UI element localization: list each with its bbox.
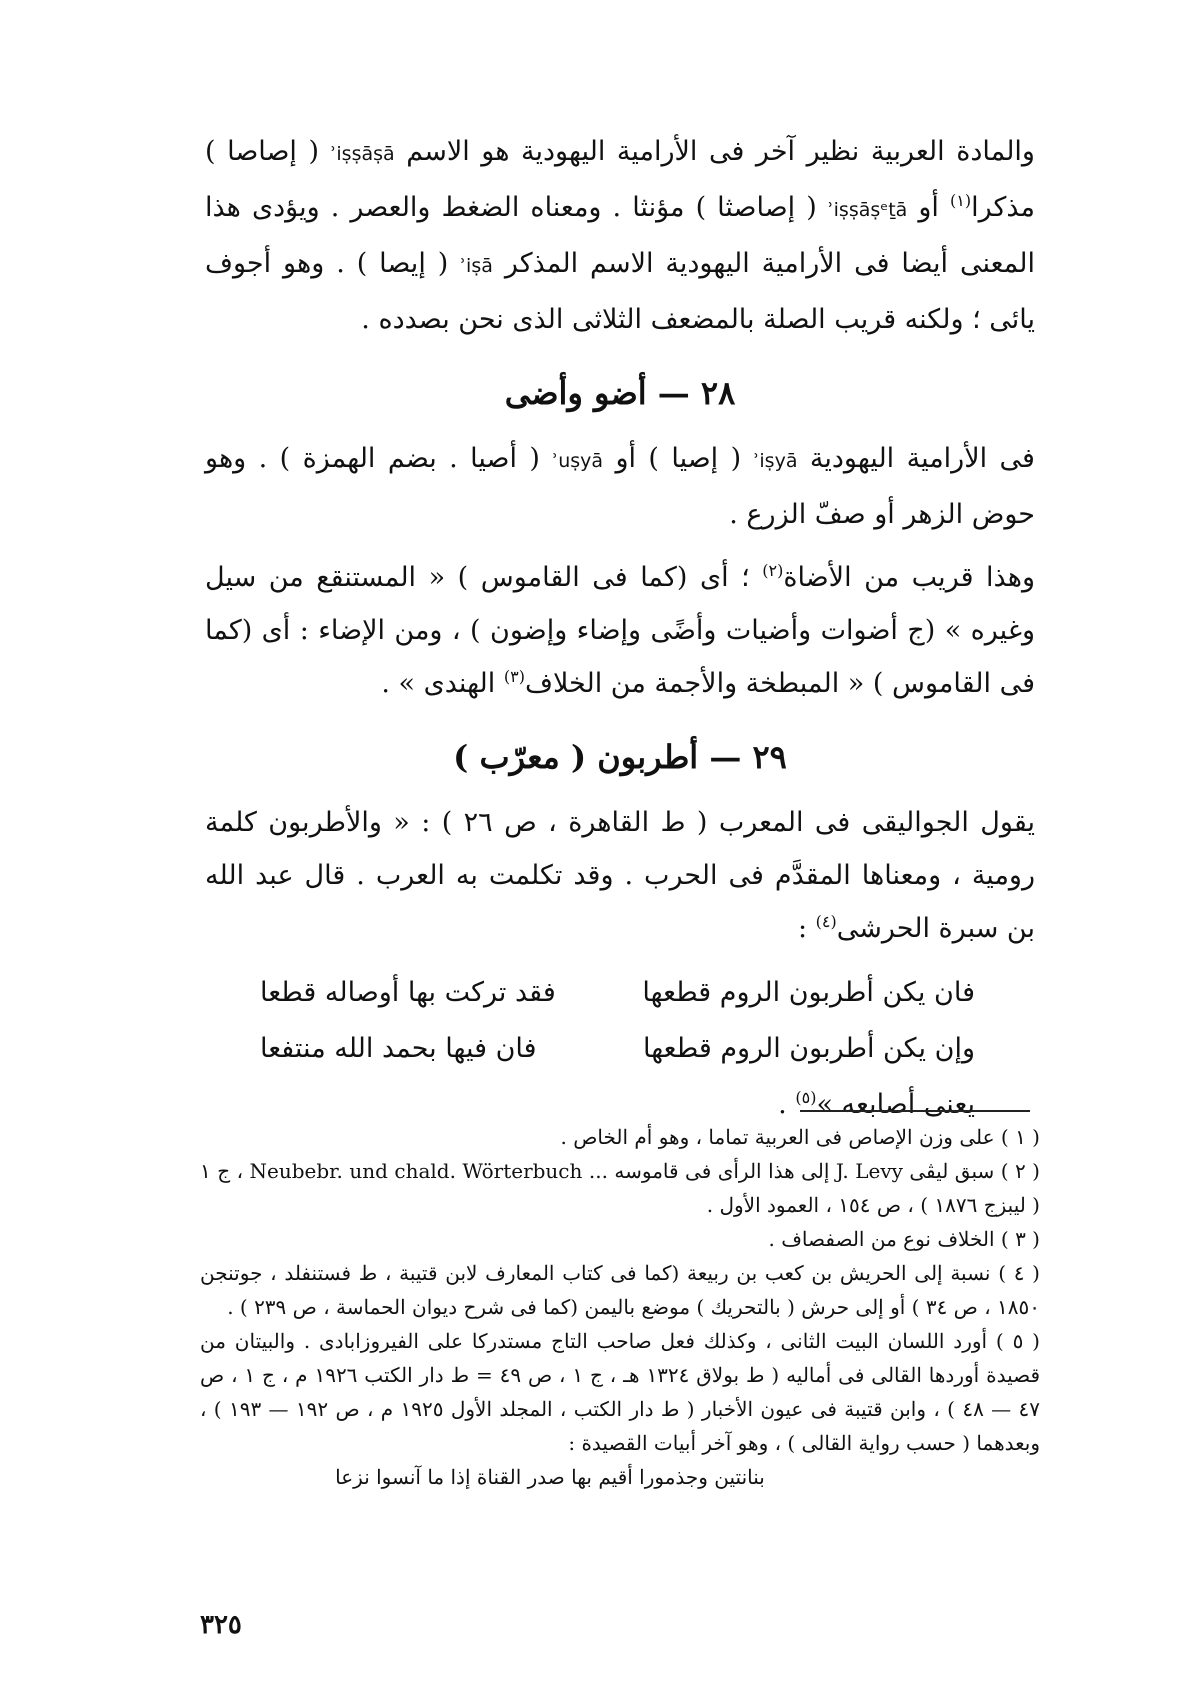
transliteration: ʾiṣṣāṣā	[330, 143, 395, 165]
footnote-2: ( ٢ ) سبق ليڤى J. Levy إلى هذا الرأى فى قاموسه ... Neubebr. und chald. Wörterbuch ، ج ١ ( ليبزج ١٨٧٦ ) ، ص ١٥٤ ، العمود الأول .	[200, 1159, 1040, 1217]
text: والمادة العربية نظير آخر فى الأرامية اليهودية هو الاسم	[406, 136, 1035, 167]
paragraph-3	[205, 551, 1035, 710]
transliteration: ʾiṣā	[460, 255, 493, 277]
hemistich-right: وإن يكن أطربون الروم قطعها	[643, 1033, 975, 1064]
hemistich-right: فان يكن أطربون الروم قطعها	[642, 977, 975, 1008]
footnote-ref: (٣)	[503, 667, 525, 686]
paragraph-1	[205, 125, 1035, 346]
page-number: ٣٢٥	[200, 1610, 242, 1640]
poem-verse	[205, 965, 1035, 1021]
footnote-verse: بنانتين وجذمورا أقيم بها صدر القناة إذا ما آنسوا نزعا	[335, 1465, 765, 1489]
footnote-3: ( ٣ ) الخلاف نوع من الصفصاف .	[768, 1227, 1040, 1251]
section-heading-28: ٢٨ — أضو وأضى	[504, 374, 736, 412]
footnote-ref: (٥)	[795, 1088, 817, 1107]
footnote-4: ( ٤ ) نسبة إلى الحريش بن كعب بن ربيعة (كما فى كتاب المعارف لابن قتيبة ، ط فستنفلد ، جوتنجن ١٨٥٠ ، ص ٣٤ ) أو إلى حرش ( بالتحريك ) موضع باليمن (كما فى شرح ديوان الحماسة ، ص ٢٣٩ ) .	[200, 1261, 1040, 1319]
footnote-5: ( ٥ ) أورد اللسان البيت الثانى ، وكذلك فعل صاحب التاج مستدركا على الفيروزابادى . والبيتان من قصيدة أوردها القالى فى أماليه ( ط بولاق ١٣٢٤ هـ ، ج ١ ، ص ٤٩ = ط دار الكتب ١٩٢٦ م ، ج ١ ، ص ٤٧ — ٤٨ ) ، وابن قتيبة فى عيون الأخبار ( ط دار الكتب ، المجلد الأول ١٩٢٥ م ، ص ١٩٢ — ١٩٣ ) ، وبعدهما ( حسب رواية القالى ) ، وهو آخر أبيات القصيدة :	[200, 1329, 1041, 1455]
poem-verse	[205, 1021, 1035, 1077]
text: ( إصاصثا ) مؤنثا . ومعناه الضغط والعصر . ويؤدى هذا المعنى أيضا فى الأرامية اليهودية الاسم المذكر	[205, 192, 1035, 279]
text: :	[797, 913, 808, 944]
transliteration: ʾiṣyā	[753, 450, 798, 472]
main-text	[205, 125, 1035, 1133]
text: أو	[918, 192, 939, 223]
footnote-ref: (٤)	[815, 912, 837, 931]
transliteration: ʾiṣṣāṣᵉṯā	[827, 199, 908, 221]
footnotes	[200, 1120, 1040, 1494]
section-heading-29: ٢٩ — أطربون ( معرّب )	[453, 738, 787, 776]
poem-end-text: يعنى أصابعه »$^{(٥)}$ .	[778, 1088, 975, 1120]
text: يقول الجواليقى فى المعرب ( ط القاهرة ، ص ٢٦ ) : « والأطربون كلمة رومية ، ومعناها المقدَّم فى الحرب . وقد تكلمت به العرب . قال عبد الله بن سبرة الحرشى	[205, 807, 1036, 944]
paragraph-2	[205, 432, 1035, 541]
paragraph-4	[205, 796, 1035, 955]
poem	[205, 965, 1035, 1133]
footnote-divider	[800, 1110, 1030, 1112]
text: فى الأرامية اليهودية	[809, 443, 1035, 474]
footnote-ref: (١)	[950, 191, 972, 210]
text: ( إصاصا ) مذكرا	[205, 136, 1035, 223]
hemistich-left: فقد تركت بها أوصاله قطعا	[260, 977, 556, 1008]
transliteration: ʾuṣyā	[552, 450, 604, 472]
footnote-ref: (٢)	[762, 561, 784, 580]
text: ( إيصا ) . وهو أجوف يائى ؛ ولكنه قريب الصلة بالمضعف الثلاثى الذى نحن بصدده .	[205, 248, 1035, 335]
text: ( إصيا ) أو	[615, 443, 742, 474]
text: ؛ أى (كما فى القاموس ) « المستنقع من سيل وغيره » (ج أضوات وأضيات وأضًى وإضاء وإضون ) ، ومن الإضاء : أى (كما فى القاموس ) « المبطخة والأجمة من الخلاف	[205, 562, 1035, 699]
text: ( أصيا . بضم الهمزة ) . وهو حوض الزهر أو صفّ الزرع .	[205, 443, 1035, 530]
hemistich-left: فان فيها بحمد الله منتفعا	[260, 1033, 537, 1064]
text: وهذا قريب من الأضاة	[783, 562, 1035, 593]
footnote-1: ( ١ ) على وزن الإصاص فى العربية تماما ، وهو أم الخاص .	[560, 1125, 1040, 1149]
text: الهندى » .	[381, 668, 496, 699]
